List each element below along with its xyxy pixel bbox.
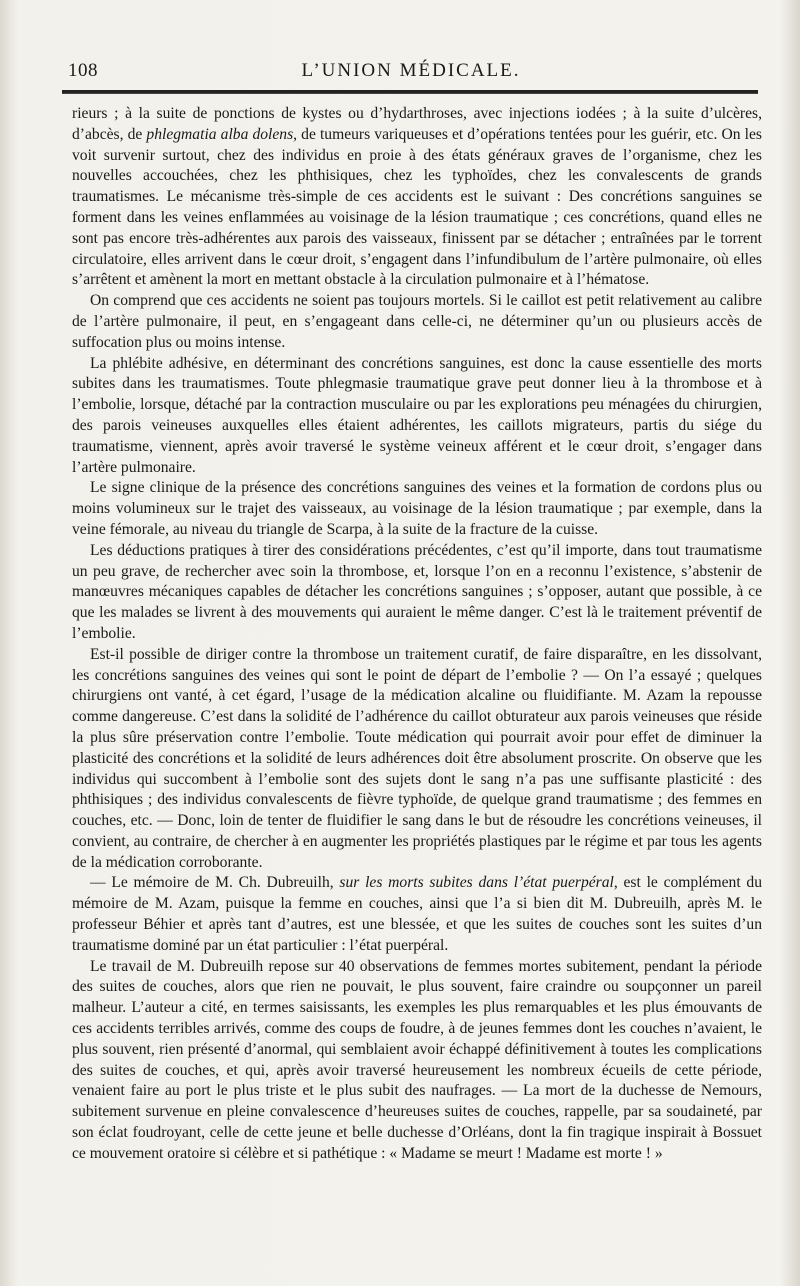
- paragraph: [72, 478, 762, 540]
- paragraph-text: Le signe clinique de la présence des concrétions sanguines des veines et la formation de cordons plus ou moins volumineux sur le trajet des vaisseaux, au voisinage de la lésion traumatique ; par exemple, dans la veine fémorale, au niveau du triangle de Scarpa, à la suite de la fracture de la cuisse.: [72, 479, 762, 538]
- paragraph-text: Le travail de M. Dubreuilh repose sur 40 observations de femmes mortes subitement, pendant la période des suites de couches, alors que rien ne pouvait, le plus souvent, faire craindre ou soupçonner un pareil malheur. L’auteur a cité, en termes saisissants, les exemples les plus remarquables et les plus émouvants de ces accidents terribles arrivés, comme des coups de foudre, à de jeunes femmes dont les couches n’avaient, le plus souvent, rien présenté d’anormal, qui semblaient avoir échappé définitivement à toutes les complications des suites de couches, et qui, après avoir traversé heureusement les nombreux écueils de cette période, venaient faire au port le plus triste et le plus subit des naufrages. — La mort de la duchesse de Nemours, subitement survenue en pleine convalescence d’heureuses suites de couches, rappelle, par sa soudaineté, par son éclat foudroyant, celle de cette jeune et belle duchesse d’Orléans, dont la fin tragique inspirait à Bossuet ce mouvement oratoire si célèbre et si pathétique : « Madame se meurt ! Madame est morte ! »: [72, 957, 762, 1162]
- paragraph-text: La phlébite adhésive, en déterminant des concrétions sanguines, est donc la cause essentielle des morts subites dans les traumatismes. Toute phlegmasie traumatique grave peut donner lieu à la thrombose et à l’embolie, lorsque, détaché par la contraction musculaire ou par les explorations peu ménagées du chirurgien, des parois veineuses auxquelles elles étaient adhérentes, les caillots migrateurs, partis du siége du traumatisme, viennent, après avoir traversé le système veineux afférent et le cœur droit, s’engager dans l’artère pulmonaire.: [72, 354, 762, 476]
- paragraph: [72, 354, 762, 479]
- paragraph-text: rieurs ; à la suite de ponctions de kystes ou d’hydarthroses, avec injections iodées ; à la suite d’ulcères, d’abcès, de: [72, 105, 762, 143]
- italic-text: sur les morts subites dans l’état puerpéral: [339, 874, 614, 892]
- paragraph: [72, 957, 762, 1165]
- paragraph-text: On comprend que ces accidents ne soient pas toujours mortels. Si le caillot est petit relativement au calibre de l’artère pulmonaire, il peut, en s’engageant dans celle-ci, ne déterminer qu’un ou plusieurs accès de suffocation plus ou moins intense.: [72, 292, 762, 351]
- paragraph-text: , de tumeurs variqueuses et d’opérations tentées pour les guérir, etc. On les voit survenir surtout, chez des individus en proie à des états généraux graves de l’organisme, chez les nouvelles accouchées, chez les phthisiques, chez les typhoïdes, chez les convalescents de grands traumatismes. Le mécanisme très-simple de ces accidents est le suivant : Des concrétions sanguines se forment dans les veines enflammées au voisinage de la lésion traumatique ; ces concrétions, quand elles ne sont pas encore très-adhérentes aux parois des vaisseaux, finissent par se détacher ; entraînées par le torrent circulatoire, elles arrivent dans le cœur droit, s’engagent dans l’infundibulum de l’artère pulmonaire, où elles s’arrêtent et amènent la mort en mettant obstacle à la circulation pulmonaire et à l’hématose.: [72, 125, 762, 289]
- paragraph-text: , est le complément du mémoire de M. Azam, puisque la femme en couches, ainsi que l’a si bien dit M. Dubreuilh, après M. le professeur Béhier et après tant d’autres, est une blessée, et que les suites de couches sont les suites d’un traumatisme dominé par un état particulier : l’état puerpéral.: [72, 874, 762, 954]
- paragraph: [72, 291, 762, 353]
- running-title: L’UNION MÉDICALE.: [301, 60, 521, 81]
- page-number: 108: [68, 60, 98, 81]
- paragraph-text: Les déductions pratiques à tirer des considérations précédentes, c’est qu’il importe, dans tout traumatisme un peu grave, de rechercher avec soin la thrombose, et, lorsque l’on en a reconnu l’existence, s’abstenir de manœuvres mécaniques capables de détacher les concrétions sanguines ; s’opposer, autant que possible, à ce que les malades se livrent à des mouvements qui auraient le même danger. C’est là le traitement préventif de l’embolie.: [72, 541, 762, 642]
- header-rule: [62, 90, 758, 94]
- page-header: [68, 54, 754, 88]
- paragraph: [72, 873, 762, 956]
- article-body: [72, 104, 762, 1165]
- italic-text: phlegmatia alba dolens: [146, 125, 294, 143]
- paragraph: [72, 104, 762, 291]
- paragraph: [72, 541, 762, 645]
- paragraph-text: — Le mémoire de M. Ch. Dubreuilh,: [90, 874, 340, 892]
- paragraph: [72, 645, 762, 874]
- paragraph-text: Est-il possible de diriger contre la thrombose un traitement curatif, de faire disparaître, en les dissolvant, les concrétions sanguines des veines qui sont le point de départ de l’embolie ? — On l’a essayé ; quelques chirurgiens ont vanté, à cet égard, l’usage de la médication alcaline ou fluidifiante. M. Azam la repousse comme dangereuse. C’est dans la solidité de l’adhérence du caillot obturateur aux parois veineuses que réside la plus sûre préservation contre l’embolie. Toute médication qui pourrait avoir pour effet de diminuer la plasticité des concrétions et la solidité de leurs adhérences doit être absolument proscrite. On observe que les individus qui succombent à l’embolie sont des sujets dont le sang n’a pas une suffisante plasticité : des phthisiques ; des individus convalescents de fièvre typhoïde, de quelque grand traumatisme ; des femmes en couches, etc. — Donc, loin de tenter de fluidifier le sang dans le but de résoudre les concrétions veineuses, il convient, au contraire, de chercher à en augmenter les propriétés plastiques par le régime et par tous les agents de la médication corroborante.: [72, 645, 762, 871]
